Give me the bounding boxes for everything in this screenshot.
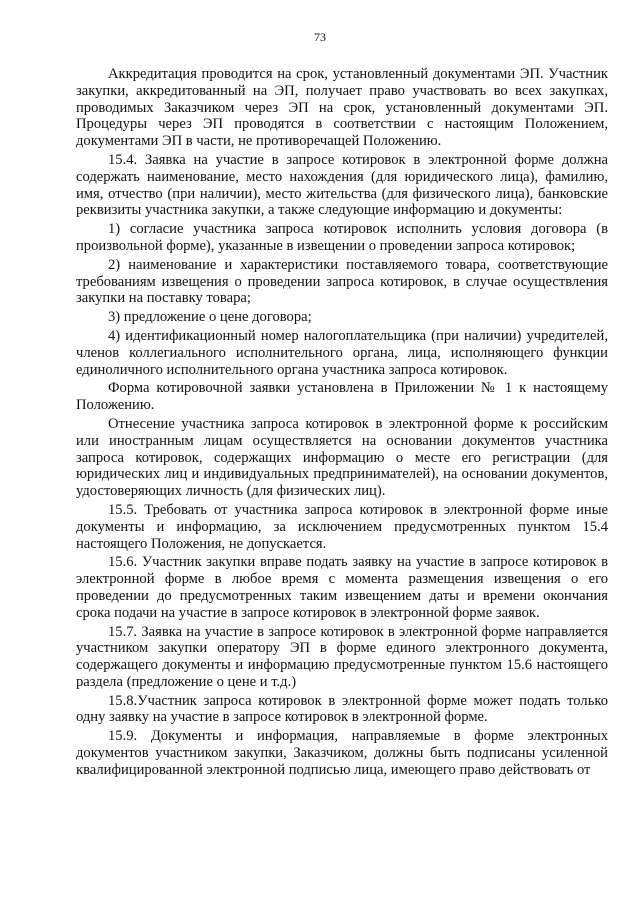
paragraph: Аккредитация проводится на срок, установленный документами ЭП. Участник закупки, аккредитованный на ЭП, получает право участвовать во всех закупках, проводимых Заказчиком через ЭП на срок, установленный документами ЭП. Процедуры через ЭП проводятся в соответствии с настоящим Положением, документами ЭП в части, не противоречащей Положению.	[76, 66, 608, 150]
paragraph: 15.4. Заявка на участие в запросе котировок в электронной форме должна содержать наименование, место нахождения (для юридического лица), фамилию, имя, отчество (при наличии), место жительства (для физического лица), банковские реквизиты участника закупки, а также следующие информацию и документы:	[76, 151, 608, 219]
list-item: 4) идентификационный номер налогоплательщика (при наличии) учредителей, членов коллегиального исполнительного органа, лица, исполняющего функции единоличного исполнительного органа участника запроса котировок.	[76, 327, 608, 378]
list-item: 2) наименование и характеристики поставляемого товара, соответствующие требованиям извещения о проведении запроса котировок, в случае осуществления закупки на поставку товара;	[76, 256, 608, 307]
paragraph: 15.9. Документы и информация, направляемые в форме электронных документов участником закупки, Заказчиком, должны быть подписаны усиленной квалифицированной электронной подписью лица, имеющего право действовать от	[76, 728, 608, 778]
list-item: 1) согласие участника запроса котировок исполнить условия договора (в произвольной форме), указанные в извещении о проведении запроса котировок;	[76, 221, 608, 254]
paragraph: Отнесение участника запроса котировок в электронной форме к российским или иностранным лицам осуществляется на основании документов участника запроса котировок, содержащих информацию о месте его регистрации (для юридических лиц и индивидуальных предпринимателей), на основании документов, удостоверяющих личность (для физических лиц).	[76, 415, 608, 500]
page-number: 73	[314, 30, 326, 44]
list-item: 3) предложение о цене договора;	[108, 309, 312, 326]
paragraph: Форма котировочной заявки установлена в Приложении № 1 к настоящему Положению.	[76, 380, 608, 414]
paragraph: 15.8.Участник запроса котировок в электронной форме может подать только одну заявку на участие в запросе котировок в электронной форме.	[76, 692, 608, 726]
paragraph: 15.7. Заявка на участие в запросе котировок в электронной форме направляется участником закупки оператору ЭП в форме единого электронного документа, содержащего документы и информацию предусмотренные пунктом 15.6 настоящего раздела (предложение о цене и т.д.)	[76, 623, 608, 690]
paragraph: 15.6. Участник закупки вправе подать заявку на участие в запросе котировок в электронной форме в любое время с момента размещения извещения о его проведении до предусмотренных таким извещением даты и времени окончания срока подачи на участие в запросе котировок в электронной форме заявок.	[76, 554, 608, 621]
document-body	[76, 66, 608, 781]
paragraph: 15.5. Требовать от участника запроса котировок в электронной форме иные документы и информацию, за исключением предусмотренных пунктом 15.4 настоящего Положения, не допускается.	[76, 501, 608, 552]
